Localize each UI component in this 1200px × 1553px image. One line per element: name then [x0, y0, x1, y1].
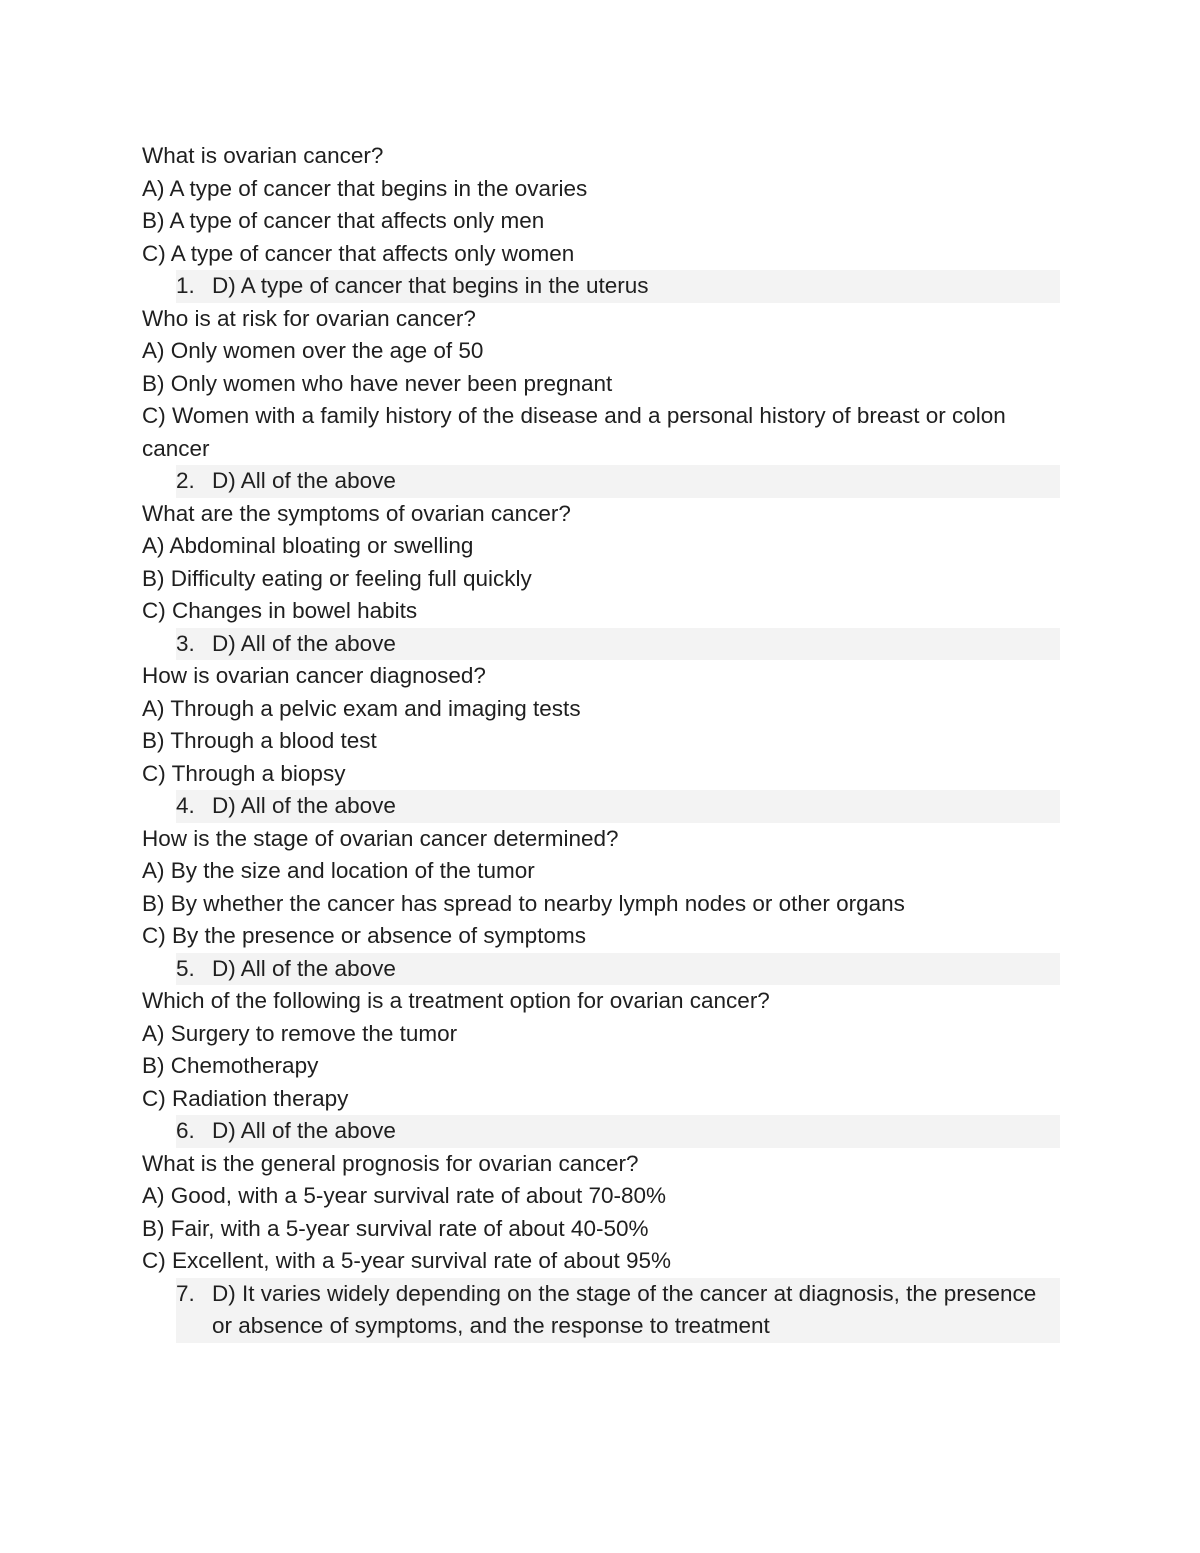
option-b: B) Difficulty eating or feeling full quickly [142, 565, 532, 591]
answer-text: D) It varies widely depending on the stage of the cancer at diagnosis, the presence or absence of symptoms, and the response to treatment [212, 1280, 1037, 1338]
question-block [142, 140, 1060, 303]
answer-text: D) All of the above [212, 793, 396, 818]
answer-item [176, 1115, 1060, 1148]
question-text: Which of the following is a treatment option for ovarian cancer? [142, 988, 770, 1013]
option-a: A) Abdominal bloating or swelling [142, 533, 474, 558]
answer-number: 5. [176, 955, 195, 981]
option-c: C) Women with a family history of the disease and a personal history of breast or colon cancer [142, 403, 1006, 461]
answer-item [176, 465, 1060, 498]
answer-text: D) A type of cancer that begins in the uterus [212, 273, 649, 298]
option-a: A) A type of cancer that begins in the ovaries [142, 175, 588, 201]
option-c: C) Radiation therapy [142, 1085, 349, 1111]
option-c: C) Through a biopsy [142, 760, 346, 786]
question-text: What are the symptoms of ovarian cancer? [142, 500, 571, 526]
answer-item [176, 953, 1060, 986]
question-block [142, 660, 1060, 823]
answer-number: 7. [176, 1280, 195, 1306]
answer-number: 3. [176, 630, 195, 656]
option-c: C) Excellent, with a 5-year survival rate of about 95% [142, 1248, 671, 1273]
question-text: What is ovarian cancer? [142, 143, 384, 168]
question-text: How is the stage of ovarian cancer determined? [142, 825, 619, 851]
answer-item [176, 790, 1060, 823]
question-text: How is ovarian cancer diagnosed? [142, 663, 486, 688]
question-block [142, 498, 1060, 661]
option-a: A) Through a pelvic exam and imaging tests [142, 695, 581, 721]
option-b: B) Chemotherapy [142, 1053, 319, 1078]
option-a: A) Only women over the age of 50 [142, 338, 484, 363]
answer-item [176, 628, 1060, 661]
question-block [142, 985, 1060, 1148]
question-text: Who is at risk for ovarian cancer? [142, 305, 476, 331]
option-a: A) Surgery to remove the tumor [142, 1020, 458, 1046]
answer-number: 6. [176, 1118, 195, 1143]
answer-item [176, 1278, 1060, 1343]
answer-text: D) All of the above [212, 630, 396, 656]
option-b: B) Only women who have never been pregnant [142, 370, 613, 396]
answer-number: 2. [176, 468, 195, 493]
answer-text: D) All of the above [212, 1118, 396, 1143]
option-a: A) By the size and location of the tumor [142, 858, 535, 883]
question-text: What is the general prognosis for ovarian cancer? [142, 1150, 639, 1176]
option-c: C) Changes in bowel habits [142, 598, 418, 623]
option-a: A) Good, with a 5-year survival rate of about 70-80% [142, 1183, 667, 1208]
question-block [142, 1148, 1060, 1343]
quiz-content [142, 140, 1060, 1343]
answer-number: 1. [176, 273, 195, 298]
answer-number: 4. [176, 793, 195, 818]
question-block [142, 303, 1060, 498]
answer-item [176, 270, 1060, 303]
option-b: B) By whether the cancer has spread to nearby lymph nodes or other organs [142, 890, 905, 916]
question-block [142, 823, 1060, 986]
option-b: B) Through a blood test [142, 728, 377, 753]
option-c: C) A type of cancer that affects only women [142, 240, 575, 266]
answer-text: D) All of the above [212, 468, 396, 493]
option-c: C) By the presence or absence of symptoms [142, 923, 586, 948]
option-b: B) Fair, with a 5-year survival rate of about 40-50% [142, 1215, 649, 1241]
answer-text: D) All of the above [212, 955, 396, 981]
option-b: B) A type of cancer that affects only men [142, 208, 545, 233]
